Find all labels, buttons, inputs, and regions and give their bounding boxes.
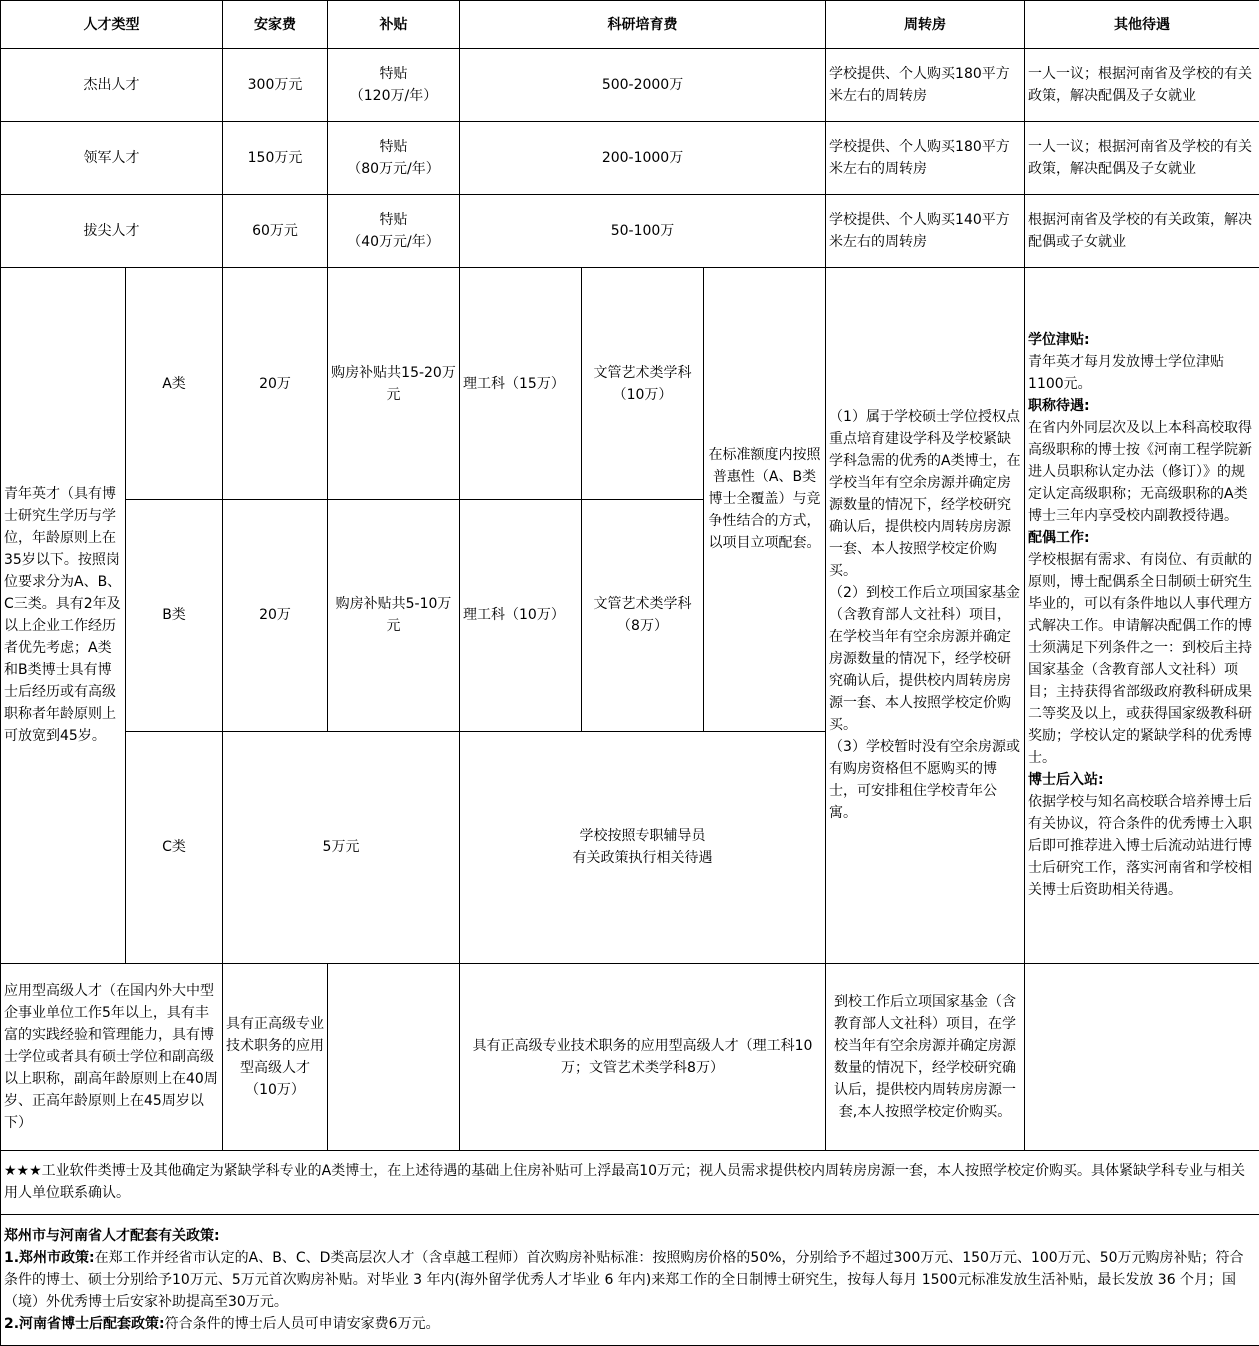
c-research-line: 学校按照专职辅导员 <box>579 828 706 845</box>
subsidy-amount: （120万/年） <box>349 88 438 105</box>
housing: 学校提供、个人购买180平方米左右的周转房 <box>826 122 1025 195</box>
science-fund: 理工科（15万） <box>460 268 582 500</box>
table-row <box>1 49 1259 122</box>
note-row <box>1 1150 1259 1214</box>
subsidy <box>328 122 460 195</box>
header-subsidy: 补贴 <box>328 1 460 49</box>
zhengzhou-policy-text: 在郑工作并经省市认定的A、B、C、D类高层次人才（含卓越工程师）首次购房补贴标准：按照购房价格的50%，分别给予不超过300万元、150万元、100万元、50万元购房补贴；符合条件的博士、硕士分别给予10万元、5万元首次购房补贴。对毕业 3 年内(海外留学优秀人才毕业 6 年内)来郑工作的全日制博士研究生，按每人每月 1500元标准发放生活补贴，最长发放 36 个月；国（境）外优秀博士后安家补助提高至30万元。 <box>4 1249 1244 1310</box>
henan-postdoc-policy-text: 符合条件的博士后人员可申请安家费6万元。 <box>164 1315 440 1332</box>
header-housing: 周转房 <box>826 1 1025 49</box>
settlement-fee: 60万元 <box>223 195 328 268</box>
youth-housing <box>826 268 1025 964</box>
arts-fund: 文管艺术类学科（10万） <box>582 268 704 500</box>
ab-research-note: 在标准额度内按照普惠性（A、B类博士全覆盖）与竞争性结合的方式，以项目立项配套。 <box>704 268 826 731</box>
housing-clause: （1）属于学校硕士学位授权点重点培育建设学科及学校紧缺学科急需的优秀的A类博士，在学校当年有空余房源并确定房源数量的情况下，经学校研究确认后，提供校内周转房房源一套、本人按照学校定价购买。 <box>829 409 1021 580</box>
policy-title: 郑州市与河南省人才配套有关政策: <box>4 1227 220 1244</box>
subsidy-amount: （40万元/年） <box>347 234 440 251</box>
zhengzhou-policy <box>4 1247 1256 1313</box>
table-row <box>1 122 1259 195</box>
housing-clause: （3）学校暂时没有空余房源或有购房资格但不愿购买的博士，可安排租住学校青年公寓。 <box>829 739 1020 822</box>
science-fund: 理工科（10万） <box>460 500 582 731</box>
settlement-fee: 5万元 <box>223 731 460 963</box>
category-a-label: A类 <box>126 268 223 500</box>
henan-postdoc-policy-label: 2.河南省博士后配套政策: <box>4 1315 165 1332</box>
applied-subsidy <box>328 963 460 1150</box>
city-province-policy <box>1 1214 1259 1345</box>
title-treatment-title: 职称待遇: <box>1028 398 1090 415</box>
youth-talent-description: 青年英才（具有博士研究生学历与学位，年龄原则上在35岁以下。按照岗位要求分为A、B、C三类。具有2年及以上企业工作经历者优先考虑；A类和B类博士具有博士后经历或有高级职称者年龄原则上可放宽到45岁。 <box>1 268 126 964</box>
research-fund: 200-1000万 <box>460 122 826 195</box>
title-treatment-text: 在省内外同层次及以上本科高校取得高级职称的博士按《河南工程学院新进人员职称认定办法（修订）》的规定认定高级职称；无高级职称的A类博士三年内享受校内副教授待遇。 <box>1028 420 1253 525</box>
housing-subsidy: 购房补贴共5-10万元 <box>328 500 460 731</box>
spouse-work-text: 学校根据有需求、有岗位、有贡献的原则，博士配偶系全日制硕士研究生毕业的，可以有条件地以人事代理方式解决工作。申请解决配偶工作的博士须满足下列条件之一：到校后主持国家基金（含教育部人文社科）项目；主持获得省部级政府教科研成果二等奖及以上，或获得国家级教科研奖励；学校认定的紧缺学科的优秀博士。 <box>1028 552 1253 767</box>
critical-discipline-note: ★★★工业软件类博士及其他确定为紧缺学科专业的A类博士，在上述待遇的基础上住房补贴可上浮最高10万元；视人员需求提供校内周转房房源一套，本人按照学校定价购买。具体紧缺学科专业与相关用人单位联系确认。 <box>1 1150 1259 1214</box>
applied-other-benefits <box>1025 963 1259 1150</box>
table-row <box>1 268 1259 500</box>
subsidy-line: 特贴 <box>379 212 408 229</box>
housing-clause: （2）到校工作后立项国家基金（含教育部人文社科）项目，在学校当年有空余房源并确定房源数量的情况下，经学校研究确认后，提供校内周转房房源一套、本人按照学校定价购买。 <box>829 585 1020 734</box>
subsidy-line: 特贴 <box>379 66 408 83</box>
settlement-fee: 300万元 <box>223 49 328 122</box>
research-fund: 500-2000万 <box>460 49 826 122</box>
research-fund <box>460 731 826 963</box>
header-research-fund: 科研培育费 <box>460 1 826 49</box>
settlement-fee: 20万 <box>223 268 328 500</box>
settlement-fee: 150万元 <box>223 122 328 195</box>
arts-fund: 文管艺术类学科（8万） <box>582 500 704 731</box>
postdoc-entry-title: 博士后入站: <box>1028 772 1104 789</box>
header-settlement-fee: 安家费 <box>223 1 328 49</box>
research-fund: 50-100万 <box>460 195 826 268</box>
subsidy <box>328 195 460 268</box>
applied-settlement-fee: 具有正高级专业技术职务的应用型高级人才（10万） <box>223 963 328 1150</box>
housing-subsidy: 购房补贴共15-20万元 <box>328 268 460 500</box>
other-benefits: 根据河南省及学校的有关政策，解决配偶或子女就业 <box>1025 195 1259 268</box>
table-row <box>1 195 1259 268</box>
degree-allowance-title: 学位津贴: <box>1028 332 1090 349</box>
subsidy-line: 特贴 <box>379 139 408 156</box>
talent-type: 杰出人才 <box>1 49 223 122</box>
degree-allowance-text: 青年英才每月发放博士学位津贴1100元。 <box>1028 354 1225 393</box>
settlement-fee: 20万 <box>223 500 328 731</box>
other-benefits: 一人一议；根据河南省及学校的有关政策，解决配偶及子女就业 <box>1025 122 1259 195</box>
category-c-label: C类 <box>126 731 223 963</box>
applied-housing: 到校工作后立项国家基金（含教育部人文社科）项目，在学校当年有空余房源并确定房源数量的情况下，经学校研究确认后，提供校内周转房房源一套,本人按照学校定价购买。 <box>826 963 1025 1150</box>
housing: 学校提供、个人购买180平方米左右的周转房 <box>826 49 1025 122</box>
postdoc-entry-text: 依据学校与知名高校联合培养博士后有关协议，符合条件的优秀博士入职后即可推荐进入博士后流动站进行博士后研究工作，落实河南省和学校相关博士后资助相关待遇。 <box>1028 794 1253 899</box>
table-row <box>1 963 1259 1150</box>
talent-type: 领军人才 <box>1 122 223 195</box>
policy-row <box>1 1214 1259 1345</box>
housing: 学校提供、个人购买140平方米左右的周转房 <box>826 195 1025 268</box>
header-other-benefits: 其他待遇 <box>1025 1 1259 49</box>
applied-research-fund: 具有正高级专业技术职务的应用型高级人才（理工科10万；文管艺术类学科8万） <box>460 963 826 1150</box>
header-talent-type: 人才类型 <box>1 1 223 49</box>
spouse-work-title: 配偶工作: <box>1028 530 1090 547</box>
applied-talent-type: 应用型高级人才（在国内外大中型企事业单位工作5年以上，具有丰富的实践经验和管理能力，具有博士学位或者具有硕士学位和副高级以上职称，副高年龄原则上在40周岁、正高年龄原则上在45周岁以下） <box>1 963 223 1150</box>
youth-other-benefits <box>1025 268 1259 964</box>
c-research-line: 有关政策执行相关待遇 <box>572 850 713 867</box>
category-b-label: B类 <box>126 500 223 731</box>
subsidy <box>328 49 460 122</box>
henan-postdoc-policy <box>4 1313 1256 1335</box>
subsidy-amount: （80万元/年） <box>347 161 440 178</box>
other-benefits: 一人一议；根据河南省及学校的有关政策，解决配偶及子女就业 <box>1025 49 1259 122</box>
header-row <box>1 1 1259 49</box>
talent-type: 拔尖人才 <box>1 195 223 268</box>
zhengzhou-policy-label: 1.郑州市政策: <box>4 1249 95 1266</box>
